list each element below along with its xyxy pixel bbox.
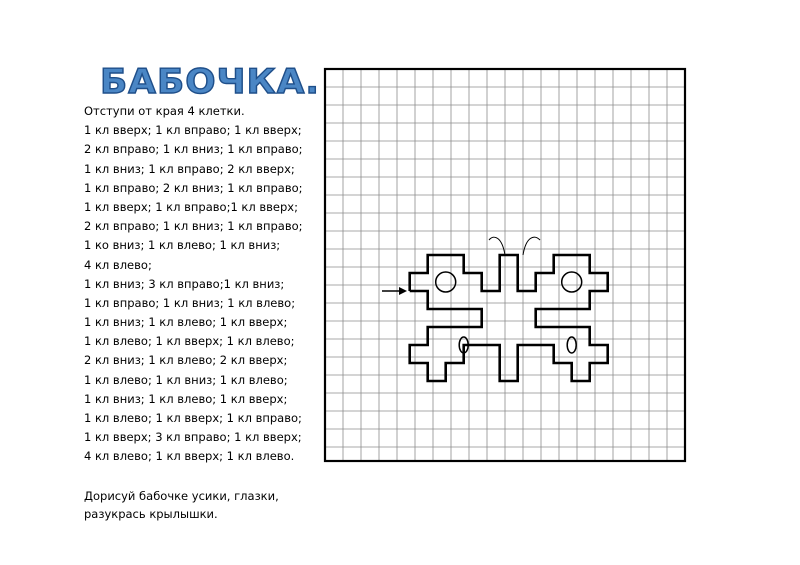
footer-line: разукрась крылышки. [84,507,218,521]
instruction-step: 1 ко вниз; 1 кл влево; 1 кл вниз; [84,238,281,253]
instruction-step: 1 кл вниз; 3 кл вправо;1 кл вниз; [84,276,285,291]
instruction-step: 1 кл вверх; 1 кл вправо; 1 кл вверх; [84,123,302,138]
instruction-step: 2 кл вниз; 1 кл влево; 2 кл вверх; [84,353,288,368]
instruction-step: 1 кл влево; 1 кл вверх; 1 кл влево; [84,334,295,349]
instruction-step: 4 кл влево; 1 кл вверх; 1 кл влево. [84,449,295,464]
instruction-step: 1 кл вниз; 1 кл влево; 1 кл вверх; [84,391,288,406]
intro-text: Отступи от края 4 клетки. [84,104,245,118]
grid-lines [325,69,685,461]
instructions [84,102,303,467]
instruction-step: 1 кл вправо; 2 кл вниз; 1 кл вправо; [84,180,303,195]
instruction-step: 1 кл влево; 1 кл вверх; 1 кл вправо; [84,411,302,425]
footer-instructions [84,487,279,523]
instruction-step: 1 кл вверх; 3 кл вправо; 1 кл вверх; [84,430,302,445]
eye-circle-icon [562,272,582,292]
arrow-right-icon [382,287,407,295]
antenna-icon [489,237,505,255]
instruction-step: 1 кл вправо; 1 кл вниз; 1 кл влево; [84,295,296,310]
antenna-icon [523,237,540,255]
instruction-step: 2 кл вправо; 1 кл вниз; 1 кл вправо; [84,219,303,234]
instruction-step: 2 кл вправо; 1 кл вниз; 1 кл вправо; [84,142,303,157]
graph-paper-grid [320,64,692,466]
eye-circle-icon [436,272,456,292]
instruction-step: 1 кл вниз; 1 кл влево; 1 кл вверх; [84,315,288,330]
instruction-step: 4 кл влево; [84,257,152,272]
instruction-step: 1 кл вниз; 1 кл вправо; 2 кл вверх; [84,161,295,176]
instruction-step: 1 кл вверх; 1 кл вправо;1 кл вверх; [84,199,298,214]
footer-line: Дорисуй бабочке усики, глазки, [84,489,279,503]
instruction-step: 1 кл влево; 1 кл вниз; 1 кл влево; [84,372,288,387]
page-title: БАБОЧКА. [100,62,321,102]
